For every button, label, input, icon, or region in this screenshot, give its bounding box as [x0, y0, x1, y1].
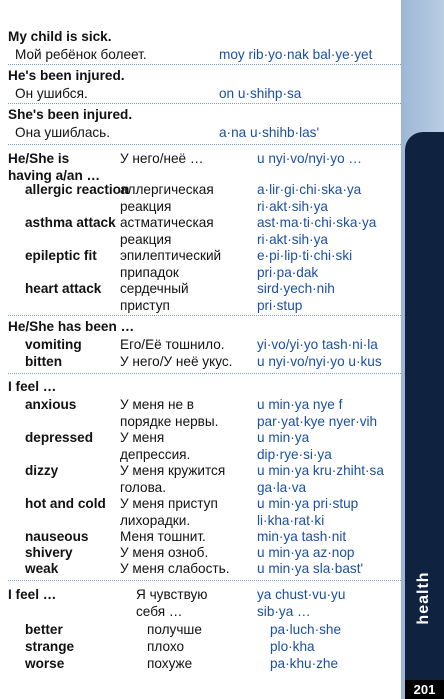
term-english: asthma attack — [25, 215, 116, 230]
term-pronunciation: pri·stup — [257, 298, 303, 313]
separator — [8, 103, 401, 104]
term-russian: У меня озноб. — [120, 545, 209, 560]
term-english: depressed — [25, 430, 94, 445]
section-heading-russian: себя … — [136, 604, 183, 619]
term-pronunciation: par·yat·kye nyer·vih — [257, 414, 378, 429]
section-heading-english: I feel … — [8, 379, 57, 394]
term-pronunciation: u min·ya kru·zhiht·sa — [257, 463, 384, 478]
separator — [8, 373, 401, 374]
term-english: heart attack — [25, 281, 102, 296]
term-russian: лихорадки. — [120, 513, 191, 528]
phrase-russian: Она ушиблась. — [15, 125, 111, 140]
term-english: vomiting — [25, 337, 82, 352]
term-pronunciation: pa·luch·she — [270, 622, 342, 637]
term-russian: У меня не в — [120, 397, 195, 412]
phrase-russian: Мой ребёнок болеет. — [15, 47, 147, 62]
term-russian: плохо — [147, 639, 185, 654]
term-pronunciation: u min·ya az·nop — [257, 545, 355, 560]
term-pronunciation: u min·ya sla·bast' — [257, 561, 364, 576]
term-pronunciation: a·lir·gi·chi·ska·ya — [257, 182, 362, 197]
term-pronunciation: min·ya tash·nit — [257, 529, 347, 544]
term-english: nauseous — [25, 529, 89, 544]
term-russian: астматическая — [120, 215, 214, 230]
term-english: allergic reaction — [25, 182, 130, 197]
phrase-pronunciation: on u·shihp·sa — [219, 86, 302, 101]
section-heading-pronunciation: ya chust·vu·yu — [257, 587, 346, 602]
section-heading-english: He/She has been … — [8, 319, 135, 334]
term-pronunciation: ri·akt·sih·ya — [257, 232, 328, 247]
term-pronunciation: e·pi·lip·ti·chi·ski — [257, 248, 353, 263]
term-pronunciation: u nyi·vo/nyi·yo u·kus — [257, 354, 382, 369]
term-english: anxious — [25, 397, 77, 412]
phrase-english: My child is sick. — [8, 29, 112, 44]
section-heading-english: I feel … — [8, 587, 57, 602]
phrase-english: He's been injured. — [8, 68, 125, 83]
term-russian: эпилептический — [120, 248, 222, 263]
term-russian: У меня слабость. — [120, 561, 230, 576]
term-english: strange — [25, 639, 75, 654]
separator — [8, 144, 401, 145]
separator — [8, 315, 401, 316]
section-heading-english: He/She is — [8, 151, 70, 166]
term-pronunciation: li·kha·rat·ki — [257, 513, 325, 528]
term-english: epileptic fit — [25, 248, 97, 263]
term-pronunciation: pa·khu·zhe — [270, 656, 339, 671]
term-pronunciation: u min·ya pri·stup — [257, 496, 359, 511]
phrase-russian: Он ушибся. — [15, 86, 88, 101]
separator — [8, 64, 401, 65]
term-russian: сердечный — [120, 281, 189, 296]
term-english: bitten — [25, 354, 62, 369]
term-pronunciation: u min·ya — [257, 430, 310, 445]
term-pronunciation: pri·pa·dak — [257, 265, 319, 280]
phrase-pronunciation: a·na u·shihb·las' — [219, 125, 320, 140]
term-russian: Его/Её тошнило. — [120, 337, 225, 352]
section-heading-pronunciation: sib·ya … — [257, 604, 311, 619]
term-russian: порядке нервы. — [120, 414, 219, 429]
term-russian: Меня тошнит. — [120, 529, 206, 544]
term-russian: приступ — [120, 298, 170, 313]
term-pronunciation: ast·ma·ti·chi·ska·ya — [257, 215, 377, 230]
term-english: shivery — [25, 545, 73, 560]
term-pronunciation: sird·yech·nih — [257, 281, 335, 296]
term-english: better — [25, 622, 63, 637]
term-russian: реакция — [120, 199, 172, 214]
separator — [8, 580, 401, 581]
phrase-english: She's been injured. — [8, 107, 133, 122]
term-english: hot and cold — [25, 496, 106, 511]
section-heading-pronunciation: u nyi·vo/nyi·yo … — [257, 151, 363, 166]
term-english: weak — [25, 561, 59, 576]
term-russian: получше — [147, 622, 202, 637]
term-russian: похуже — [147, 656, 193, 671]
phrase-pronunciation: moy rib·yo·nak bal·ye·yet — [219, 47, 373, 62]
term-pronunciation: ga·la·va — [257, 480, 307, 495]
term-russian: депрессия. — [120, 447, 191, 462]
section-heading-russian: Я чувствую — [136, 587, 208, 602]
term-russian: У меня — [120, 430, 165, 445]
term-russian: реакция — [120, 232, 172, 247]
term-english: worse — [25, 656, 65, 671]
term-russian: аллергическая — [120, 182, 214, 197]
term-pronunciation: plo·kha — [270, 639, 315, 654]
term-russian: У него/У неё укус. — [120, 354, 233, 369]
section-heading-russian: У него/неё … — [120, 151, 204, 166]
term-pronunciation: dip·rye·si·ya — [257, 447, 332, 462]
term-russian: припадок — [120, 265, 179, 280]
term-russian: голова. — [120, 480, 166, 495]
term-russian: У меня кружится — [120, 463, 226, 478]
term-english: dizzy — [25, 463, 59, 478]
term-pronunciation: ri·akt·sih·ya — [257, 199, 328, 214]
section-heading-english: having a/an … — [8, 168, 101, 183]
section-tab-label: health — [415, 571, 432, 625]
page-number: 201 — [405, 680, 444, 699]
term-pronunciation: yi·vo/yi·yo tash·ni·la — [257, 337, 378, 352]
term-pronunciation: u min·ya nye f — [257, 397, 343, 412]
term-russian: У меня приступ — [120, 496, 218, 511]
